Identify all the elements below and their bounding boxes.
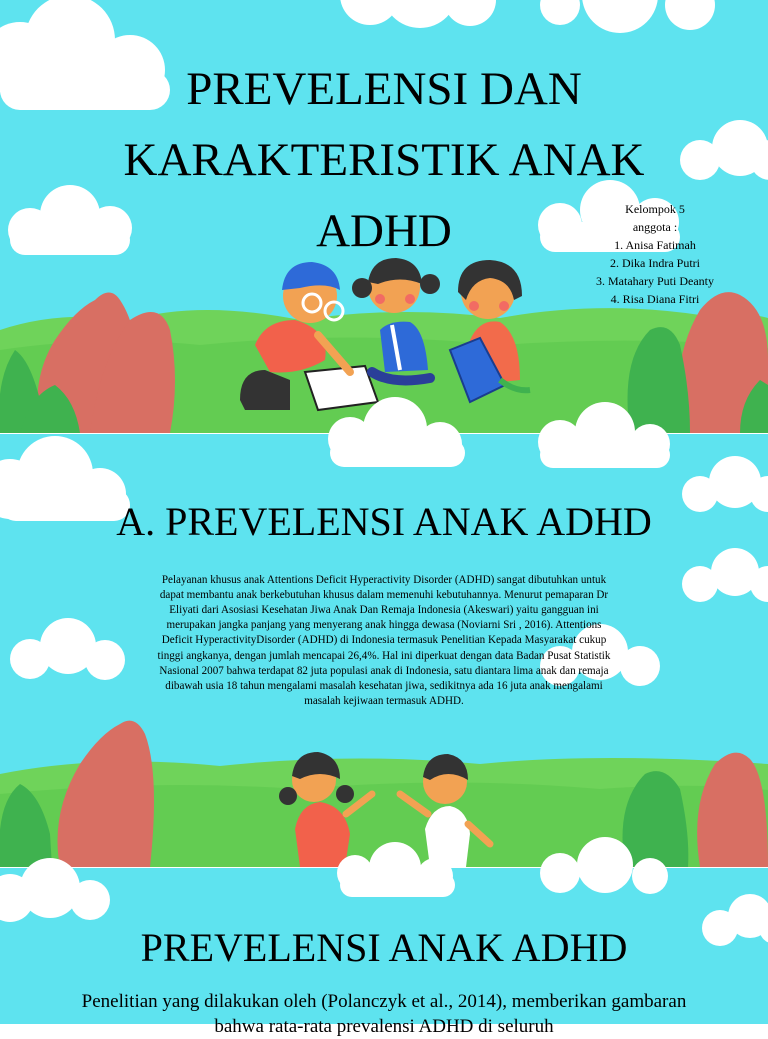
member-list	[560, 200, 750, 308]
section-title: A. PREVELENSI ANAK ADHD	[40, 498, 728, 546]
group-label: Kelompok 5	[560, 200, 750, 218]
slide-title	[0, 0, 768, 433]
members-label: anggota :	[560, 218, 750, 236]
section-body: Penelitian yang dilakukan oleh (Polanczyk et al., 2014), memberikan gambaran bahwa rata-rata prevalensi ADHD di seluruh	[70, 989, 698, 1039]
page-title: PREVELENSI DAN KARAKTERISTIK ANAK ADHD	[60, 54, 708, 267]
member-item: 3. Matahary Puti Deanty	[560, 272, 750, 290]
member-item: 4. Risa Diana Fitri	[560, 290, 750, 308]
member-item: 2. Dika Indra Putri	[560, 254, 750, 272]
slide-prevalence-2	[0, 868, 768, 1024]
member-item: 1. Anisa Fatimah	[560, 236, 750, 254]
slide-prevalence	[0, 434, 768, 867]
section-title: PREVELENSI ANAK ADHD	[40, 924, 728, 972]
section-body: Pelayanan khusus anak Attentions Deficit Hyperactivity Disorder (ADHD) sangat dibutuhkan untuk dapat membantu anak berkebutuhan khusus dalam memenuhi kebutuhannya. Menurut pemaparan Dr Eliyati dari Asosiasi Kesehatan Jiwa Anak Dan Remaja Indonesia (Akeswari) yaitu gangguan ini merupakan jangka panjang yang menyerang anak hingga dewasa (Noviarni Sri , 2016). Attentions Deficit HyperactivityDisorder (ADHD) di Indonesia termasuk Penelitian Kepada Masyarakat cukup tinggi angkanya, dengan jumlah mencapai 26,4%. Hal ini diperkuat dengan data Badan Pusat Statistik Nasional 2007 bahwa terdapat 82 juta populasi anak di Indonesia, satu diantara lima anak dan remaja dibawah usia 18 tahun mengalami masalah kesehatan jiwa, sedikitnya ada 16 juta anak mengalami masalah kejiwaan termasuk ADHD.	[150, 573, 618, 709]
